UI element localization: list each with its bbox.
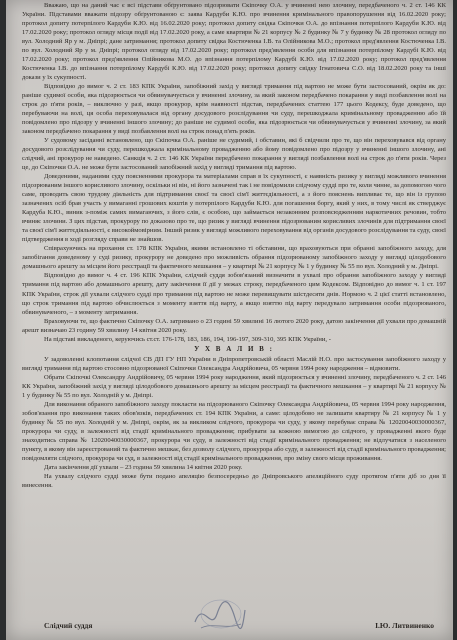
paragraph-legal-basis: Відповідно до вимог ч. 2 ст. 183 КПК України, запобіжний захід у вигляді тримання під вартою не може бути застосований, окрім як до: раніше судимої особи, яка підозрюється чи обвинувачується у вчиненні злочину, за який законом передбачено покарання у виді позбавлення волі на строк до п'яти років, – виключно у разі, якщо прокурор, крім наявності підстав, передбачених статтею 177 цього Кодексу, буде доведено, що перебуваючи на волі, ця особа переховувалася від органу досудового розслідування чи суду, перешкоджала кримінальному провадженню або їй повідомлено про підозру у вчиненні іншого злочину; до раніше не судимої особи, яка підозрюється чи обвинувачується у вчиненні злочину, за який законом передбачено покарання у виді позбавлення волі на строк понад п'ять років. bbox=[22, 83, 446, 136]
paragraph-risks: Доведеними, наданими суду поясненнями прокурора та матеріалами справ в їх сукупності, є наявність ризику у вигляді можливого вчинення підозрюваним іншого корисливого злочину, оскільки ні він, ні його зазначені так і не повідомили слідчому судді про те, коли чинне, за допомогою чого саме, проводить свою трудову діяльність для підтримання своєї та своєї сім'ї життєдіяльності, а з його пояснень випливає те, що він із групою зазначених осіб брав участь у вимаганні грошових коштів у потерпілого Кардуби К.Ю. для погашення боргу, який у них, в тому числі як стверджує Кардуба К.Ю., виник з-поміж самих вимагаючих, з його слів, є особою, що займається незаконним розповсюдженням наркотичних речовин, тобто вчиняє злочини. З цих підстав, прокурору по доказово про те, що ризик у вигляді вчинення підозрюваним корисливих злочинів для підтримання своєї та своєї сім'ї життєдіяльності, є високоймовірним. Інший ризик у вигляді можливого переховування від органів досудового розслідування та суду, своєї підтвердження в ході розгляду справи не знайшов. bbox=[22, 173, 446, 244]
judge-title: Слідчий суддя bbox=[44, 621, 93, 630]
paragraph-evidence: Вважаю, що на даний час є всі підстави обґрунтовано підозрювати Скіпочку О.А. у вчиненні нею злочину, передбаченого ч. 2 ст. 146 КК України. Підставами вважати підозру обґрунтованою є: заява Кардуби К.Ю. про вчинення кримінального правопорушення від 16.02.2020 року; протокол допиту потерпілого Кардуби К.Ю. від 16.02.2020 року; протокол допиту свідка Скіпочки О.А. до впізнання потерпілого Кардуби К.Ю. від 17.02.2020 року; протокол огляду місця події від 17.02.2020 року, а саме квартири № 21 корпусу № 2 будинку № 7 у будинку № 28 протокол огляду по вул. Холодний Яр у м. Дніпрі; дане затримання; протокол допиту свідка Костюченка І.В. та Олійникова М.О.; протокол пред'явлення Костюченка І.В. по вул. Холодний Яр у м. Дніпрі; протокол огляду від 17.02.2020 року; протокол пред'явлення особи для впізнання потерпілому Кардубі К.Ю. від 17.02.2020 року; протокол пред'явлення Олійникова М.О. до впізнання потерпілому Кардубі К.Ю. від 17.02.2020 року; протокол пред'явлення Костюченка І.В. до впізнання потерпілому Кардубі К.Ю. від 17.02.2020 року; протокол допиту свідку Ігнатовича С.О. від 18.02.2020 року та інші докази у їх сукупності. bbox=[22, 2, 446, 82]
ruling-appeal: На ухвалу слідчого судді може бути подано апеляцію безпосередньо до Дніпровського апеляційного суду протягом п'яти діб зо дня її винесення. bbox=[22, 472, 446, 489]
document-body bbox=[22, 1, 446, 490]
paragraph-court-findings: У судовому засіданні встановлено, що Скіпочка О.А. раніше не судимий, і обставин, які б свідчили про те, що він переховувався від органу досудового розслідування чи суду, перешкоджала кримінальному провадженню або йому повідомлено про підозру у вчиненні іншого злочину, ані слідчий, ані прокурор не наведено. Санкція ч. 2 ст. 146 КК України передбачено покарання у вигляді позбавлення волі на строк до п'яти років. Через це, до Скіпочки О.А. не може бути застосований запобіжний захід у вигляді тримання під вартою. bbox=[22, 137, 446, 172]
paragraph-grounds: На підставі викладеного, керуючись ст.ст. 176-178, 183, 186, 194, 196-197, 309-310, 395 КПК України, - bbox=[44, 335, 331, 343]
signature-block bbox=[44, 621, 444, 633]
ruling-house-arrest: Обрати Скіпочкі Олександру Андрійовичу, 05 червня 1994 року народження, який підозрюється у вчиненні злочину, передбаченого ч. 2 ст. 146 КК України, запобіжний захід у вигляді цілодобового домашнього арешту за місцем реєстрації та фактичного мешкання – у квартирі № 21 корпусу № 1 у будинку № 55 по вул. Холодній у м. Дніпрі. bbox=[22, 373, 446, 399]
document-page bbox=[6, 0, 453, 640]
paragraph-term-rules: Відповідно до вимог ч. 4 ст. 196 КПК України, слідчий суддя зобов'язаний визначити в ухвалі про обрання запобіжного заходу у вигляді тримання під вартою або домашнього арешту, дату закінчення її дії у межах строку, передбаченого цим Кодексом. Відповідно до вимог ч. 1 ст. 197 КПК України, строк дії ухвали слідчого судді про тримання під вартою не може перевищувати шістдесяти днів. Нормою ч. 2 цієї статті встановлено, що строк тримання під вартою обчислюється з моменту взяття під варту, а якщо взяттю під варту передувало затримання особи підозрюваного, обвинуваченого, – з моменту затримання. bbox=[22, 272, 446, 316]
ruling-heading: У Х В А Л И В : bbox=[194, 344, 274, 353]
ruling-expiry: Дата закінчення дії ухвали – 23 година 59 хвилина 14 квітня 2020 року. bbox=[44, 463, 243, 471]
paragraph-term-date: Враховуючи те, що фактично Скіпочку О.А. затримано о 23 годині 59 хвилині 16 лютого 2020 року, датою закінчення дії ухвали про домашній арешт визначаю 23 годину 59 хвилину 14 квітня 2020 року. bbox=[22, 317, 446, 334]
ruling-obligations: Для виконання обраного запобіжного заходу покласти на підозрюваного Скіпочку Олександра Андрійовича, 05 червня 1994 року народження, зобов'язання про виконання таких обов'язків, передбачених ст. 194 КПК України, а саме: цілодобово не залишати квартиру № 21 корпусу № 1 у будинку № 55 по вул. Холодній у м. Дніпрі, окрім, як за викликом слідчого, прокурора чи суду, у якому перебуває справа № 12020040030000367, прокурора чи суду, в залежності від стадії кримінального провадження; прибувати за кожною вимогою до слідчого, у провадженні якого буде знаходитись справа № 12020040030000367, прокурора чи суду, в залежності від стадії кримінального провадження; не відлучатися з населеного пункту, в якому він зареєстрований та фактично мешкає, без дозволу слідчого, прокурора або суду, в залежності від стадії кримінального провадження; повідомляти слідчого, прокурора чи суд, в залежності від стадії кримінального провадження, про зміну свого місця проживання. bbox=[22, 400, 446, 462]
ruling-refuse: У задоволенні клопотання слідчої СВ ДП ГУ НП України в Дніпропетровській області Маслій Н.О. про застосування запобіжного заходу у вигляді тримання під вартою стосовно підозрюваної Скіпочки Олександра Андрійовича, 05 червня 1994 року народження – відмовити. bbox=[22, 355, 446, 372]
judge-name: І.Ю. Литвиненко bbox=[375, 621, 434, 630]
paragraph-measure-choice: Співрахуючись на прохання ст. 178 КПК України, якими встановлено ті обставини, що враховуються при обранні запобіжного заходу, для запобігання доведеному у суді ризику, прокурору не доведено про можливість обрання підозрюваному запобіжного заходу у вигляді цілодобового домашнього арешту за місцем його реєстрації та фактичного мешкання – у квартирі № 21 корпусу № 1 у будинку № 55 по вул. Холодний у м. Дніпрі. bbox=[22, 245, 446, 271]
